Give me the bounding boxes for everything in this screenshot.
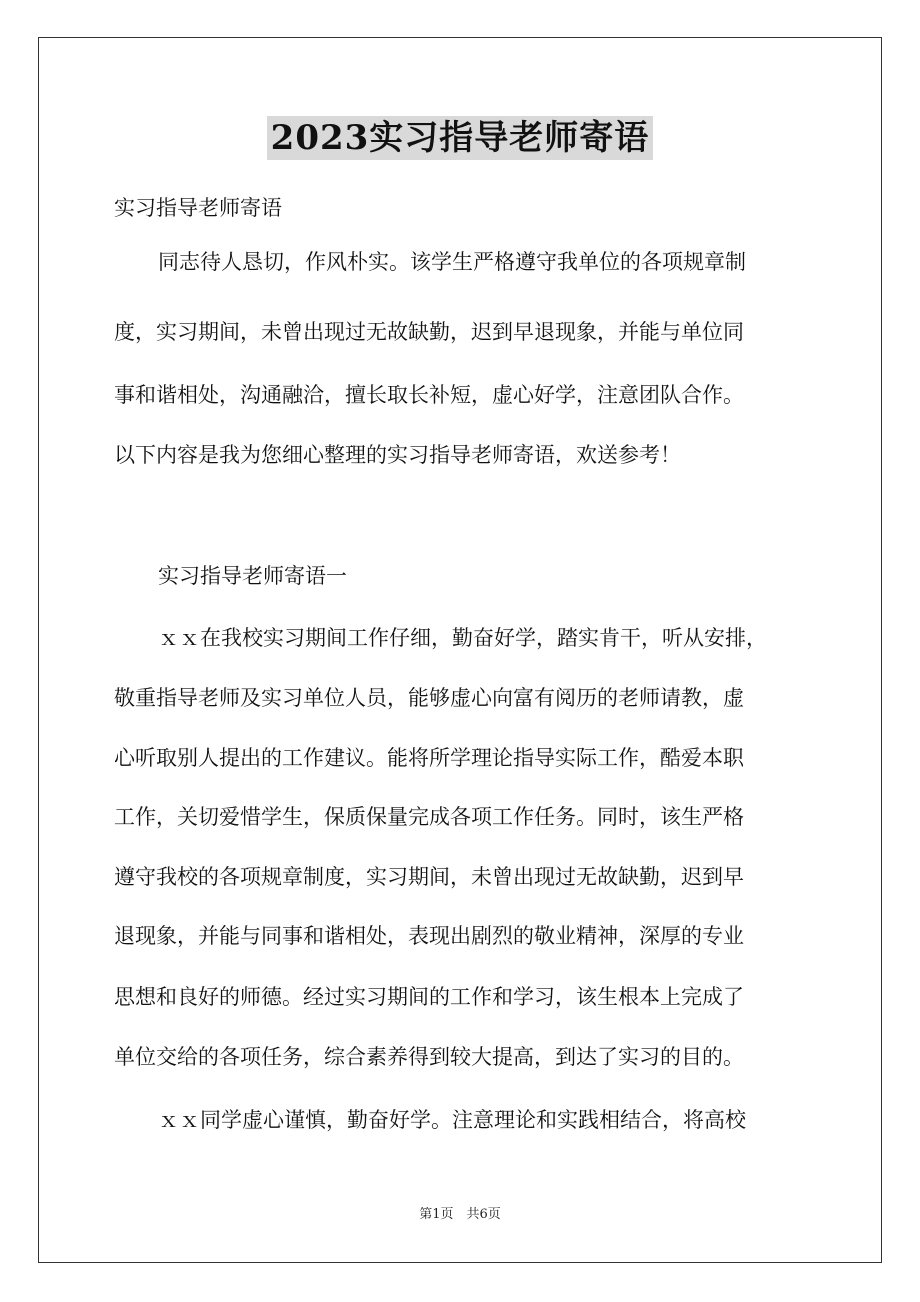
section-line-2: 敬重指导老师及实习单位人员，能够虚心向富有阅历的老师请教，虚 xyxy=(114,686,744,710)
section-line-7: 思想和良好的师德。经过实习期间的工作和学习，该生根本上完成了 xyxy=(114,985,744,1009)
page-footer: 第1页 共6页 xyxy=(419,1207,501,1222)
intro-line-4: 以下内容是我为您细心整理的实习指导老师寄语，欢送参考！ xyxy=(114,443,681,467)
section-heading: 实习指导老师寄语一 xyxy=(158,564,347,588)
document-title: 2023实习指导老师寄语 xyxy=(267,116,654,160)
page-frame xyxy=(38,37,882,1263)
intro-line-2: 度，实习期间，未曾出现过无故缺勤，迟到早退现象，并能与单位同 xyxy=(114,320,744,344)
title-container xyxy=(0,116,920,160)
section-line-3: 心听取别人提出的工作建议。能将所学理论指导实际工作，酷爱本职 xyxy=(114,746,744,770)
section-line-8: 单位交给的各项任务，综合素养得到较大提高，到达了实习的目的。 xyxy=(114,1045,744,1069)
intro-line-3: 事和谐相处，沟通融洽，擅长取长补短，虚心好学，注意团队合作。 xyxy=(114,383,744,407)
section-line-4: 工作，关切爱惜学生，保质保量完成各项工作任务。同时，该生严格 xyxy=(114,805,744,829)
section-line-5: 遵守我校的各项规章制度，实习期间，未曾出现过无故缺勤，迟到早 xyxy=(114,865,744,889)
section-line-6: 退现象，并能与同事和谐相处，表现出剧烈的敬业精神，深厚的专业 xyxy=(114,924,744,948)
section-line-9: ｘｘ同学虚心谨慎，勤奋好学。注意理论和实践相结合，将高校 xyxy=(158,1108,746,1132)
subtitle: 实习指导老师寄语 xyxy=(114,196,282,220)
section-line-1: ｘｘ在我校实习期间工作仔细，勤奋好学，踏实肯干，听从安排， xyxy=(158,626,767,650)
intro-line-1: 同志待人恳切，作风朴实。该学生严格遵守我单位的各项规章制 xyxy=(158,250,746,274)
